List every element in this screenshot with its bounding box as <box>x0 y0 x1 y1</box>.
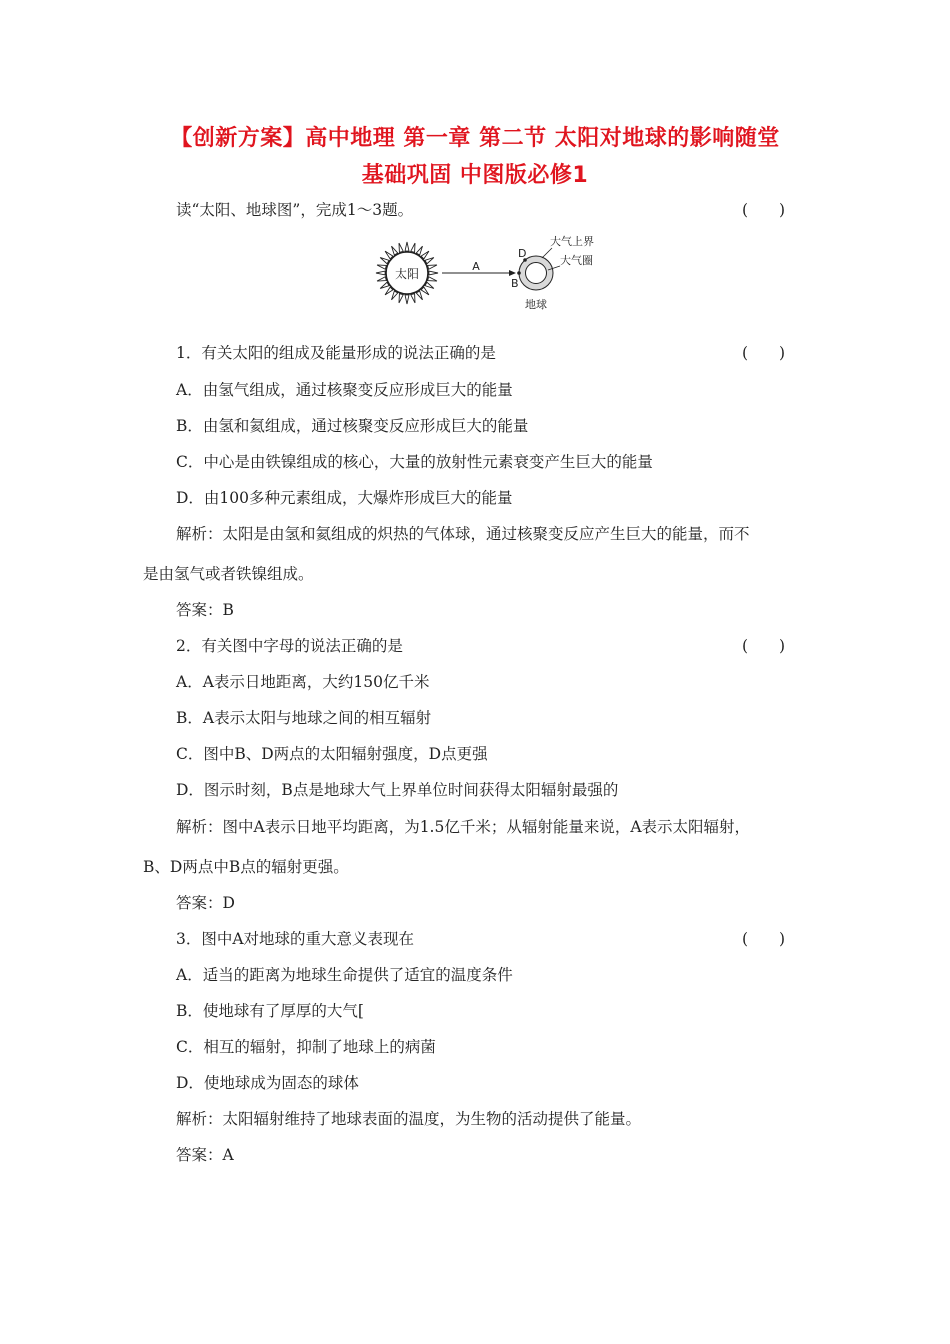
sun-earth-diagram <box>370 228 610 318</box>
q2-analysis-line-2: B、D两点中B点的辐射更强。 <box>143 858 349 876</box>
intro-answer-paren: ( ) <box>742 201 786 219</box>
q2-answer: 答案：D <box>176 894 235 912</box>
sun-ray <box>376 271 385 275</box>
q3-answer: 答案：A <box>176 1146 234 1164</box>
intro-text: 读“太阳、地球图”，完成1～3题。 <box>176 201 414 219</box>
sun-ray <box>416 291 422 300</box>
q1-option-a: A．由氢气组成，通过核聚变反应形成巨大的能量 <box>176 381 513 399</box>
q1-answer: 答案：B <box>176 601 234 619</box>
q2-option-b: B．A表示太阳与地球之间的相互辐射 <box>176 709 432 727</box>
sun-ray <box>425 282 434 288</box>
q3-option-d: D．使地球成为固态的球体 <box>176 1074 359 1092</box>
q2-stem: 2．有关图中字母的说法正确的是 <box>176 637 403 655</box>
sun-ray <box>380 258 389 264</box>
upper-atmosphere-leader <box>542 248 552 258</box>
a-arrow-head <box>509 270 516 276</box>
sun-ray <box>399 243 403 252</box>
sun-ray <box>425 258 434 264</box>
q3-analysis: 解析：太阳辐射维持了地球表面的温度，为生物的活动提供了能量。 <box>176 1110 642 1128</box>
q1-analysis-line-2: 是由氢气或者铁镍组成。 <box>143 565 314 583</box>
q3-option-c: C．相互的辐射，抑制了地球上的病菌 <box>176 1038 436 1056</box>
sun-ray <box>428 277 437 281</box>
q2-option-c: C．图中B、D两点的太阳辐射强度，D点更强 <box>176 745 488 763</box>
earth-label: 地球 <box>525 298 547 311</box>
sun-ray <box>380 282 389 288</box>
q1-option-c: C．中心是由铁镍组成的核心，大量的放射性元素衰变产生巨大的能量 <box>176 453 653 471</box>
title-line-2: 基础巩固 中图版必修1 <box>361 163 589 188</box>
q1-option-d: D．由100多种元素组成，大爆炸形成巨大的能量 <box>176 489 513 507</box>
sun-ray <box>377 265 386 269</box>
point-b <box>517 271 521 275</box>
q3-option-a: A．适当的距离为地球生命提供了适宜的温度条件 <box>176 966 513 984</box>
sun-ray <box>377 277 386 281</box>
q2-answer-paren: ( ) <box>742 637 786 655</box>
sun-ray <box>405 242 409 251</box>
sun-ray <box>392 291 398 300</box>
q2-option-d: D．图示时刻，B点是地球大气上界单位时间获得太阳辐射最强的 <box>176 781 619 799</box>
sun-ray <box>392 246 398 255</box>
q1-answer-paren: ( ) <box>742 344 786 362</box>
q3-stem: 3．图中A对地球的重大意义表现在 <box>176 930 415 948</box>
sun-ray <box>411 243 415 252</box>
sun-ray <box>429 271 438 275</box>
sun-ray <box>411 294 415 303</box>
q2-option-a: A．A表示日地距离，大约150亿千米 <box>176 673 430 691</box>
atmosphere-label: 大气圈 <box>560 254 593 267</box>
q3-answer-paren: ( ) <box>742 930 786 948</box>
sun-ray <box>399 294 403 303</box>
q1-option-b: B．由氢和氦组成，通过核聚变反应形成巨大的能量 <box>176 417 529 435</box>
d-label: D <box>518 247 527 260</box>
earth-body <box>526 263 547 284</box>
a-label: A <box>472 260 480 273</box>
title-line-1: 【创新方案】高中地理 第一章 第二节 太阳对地球的影响随堂 <box>170 126 780 151</box>
sun-label: 太阳 <box>394 267 420 281</box>
q2-analysis-line-1: 解析：图中A表示日地平均距离，为1.5亿千米；从辐射能量来说，A表示太阳辐射， <box>176 818 751 836</box>
b-label: B <box>511 277 519 290</box>
q3-option-b: B．使地球有了厚厚的大气[ <box>176 1002 364 1020</box>
sun-ray <box>405 295 409 304</box>
sun-ray <box>416 246 422 255</box>
q1-analysis-line-1: 解析：太阳是由氢和氦组成的炽热的气体球，通过核聚变反应产生巨大的能量，而不 <box>176 525 750 543</box>
q1-stem: 1．有关太阳的组成及能量形成的说法正确的是 <box>176 344 496 362</box>
sun-ray <box>428 265 437 269</box>
upper-atmosphere-label: 大气上界 <box>550 235 594 248</box>
